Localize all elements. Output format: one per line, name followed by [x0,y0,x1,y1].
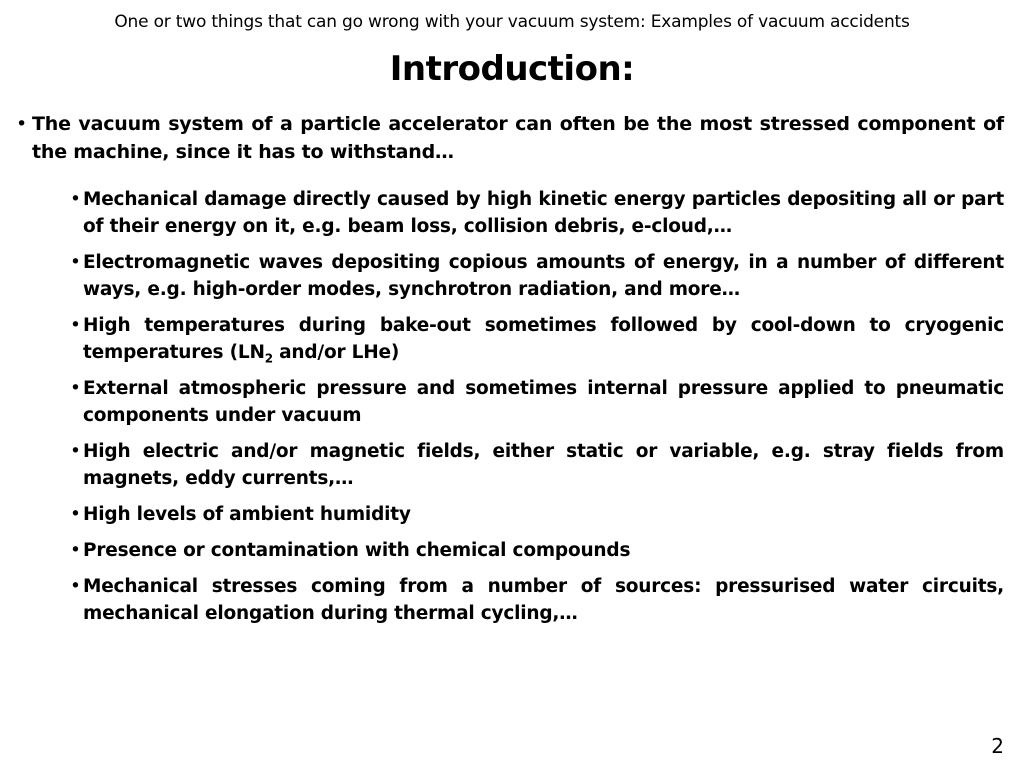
slide-title: Introduction: [389,49,635,89]
list-item-text: External atmospheric pressure and sometimes internal pressure applied to pneumatic components under vacuum [83,378,1004,426]
list-item-text: High electric and/or magnetic fields, either static or variable, e.g. stray fields from magnets, eddy currents,… [83,441,1004,489]
list-item-text: Electromagnetic waves depositing copious amounts of energy, in a number of different ways, e.g. high-order modes, synchrotron radiation, and more… [83,252,1004,300]
list-item-text: High levels of ambient humidity [83,504,411,525]
bullet-icon: • [70,441,81,462]
list-item-text: Presence or contamination with chemical compounds [83,540,631,561]
slide-header: One or two things that can go wrong with your vacuum system: Examples of vacuum accidents [114,12,910,32]
bullet-icon: • [70,252,81,273]
list-item-electric-magnetic-fields [70,438,1004,492]
list-item-chemical-compounds [70,537,1004,564]
list-item-mechanical-stresses [70,573,1004,627]
stress-factors-list [70,186,1004,636]
intro-text: The vacuum system of a particle accelerator can often be the most stressed component of the machine, since it has to withstand… [32,113,1004,163]
list-item-high-temperatures [70,312,1004,366]
subscript: 2 [264,351,273,366]
bullet-icon: • [70,576,81,597]
page-number: 2 [991,734,1004,758]
list-item-text-after: and/or LHe) [272,342,400,363]
bullet-icon: • [16,113,28,135]
list-item-humidity [70,501,1004,528]
intro-bullet-item [16,110,1004,166]
list-item-electromagnetic-waves [70,249,1004,303]
bullet-icon: • [70,504,81,525]
bullet-icon: • [70,189,81,210]
list-item-text: Mechanical damage directly caused by high kinetic energy particles depositing all or part of their energy on it, e.g. beam loss, collision debris, e-cloud,… [83,189,1004,237]
list-item-atmospheric-pressure [70,375,1004,429]
bullet-icon: • [70,540,81,561]
list-item-text-before: High temperatures during bake-out sometimes followed by cool-down to cryogenic temperatures (LN [83,315,1004,363]
list-item-text: Mechanical stresses coming from a number of sources: pressurised water circuits, mechanical elongation during thermal cycling,… [83,576,1004,624]
bullet-icon: • [70,378,81,399]
list-item-text [83,315,1004,366]
list-item-mechanical-damage [70,186,1004,240]
intro-paragraph [16,110,1004,166]
bullet-icon: • [70,315,81,336]
